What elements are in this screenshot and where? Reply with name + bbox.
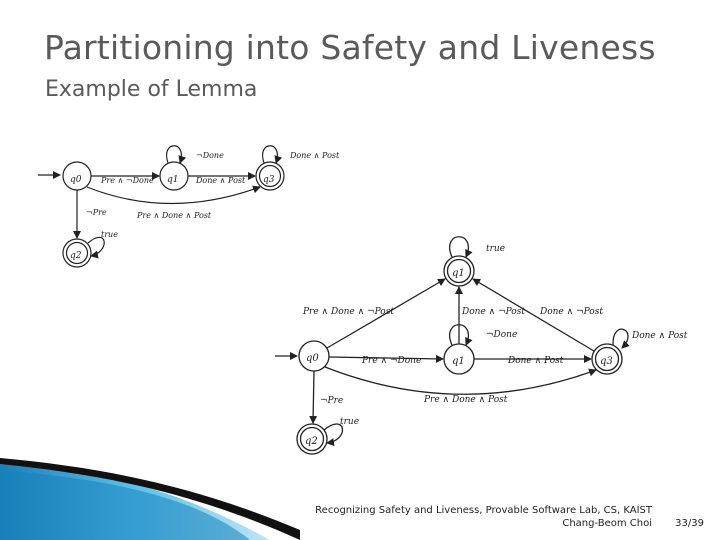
- slide-title: Partitioning into Safety and Liveness: [44, 28, 656, 67]
- large-top-label: q1: [452, 268, 465, 279]
- large-edge-q0-q3: Pre ∧ Done ∧ Post: [424, 395, 508, 405]
- small-edge-q1-q3: Done ∧ Post: [196, 176, 246, 185]
- small-q3-label: q3: [263, 175, 275, 185]
- small-edge-q2-loop: true: [101, 230, 118, 239]
- large-edge-q0-mid: Pre ∧ ¬Done: [362, 356, 422, 366]
- large-edge-q0-q2: ¬Pre: [320, 396, 344, 406]
- large-edge-q3-loop: Done ∧ Post: [632, 331, 688, 341]
- small-q1-label: q1: [167, 175, 179, 185]
- small-automaton: [38, 146, 284, 267]
- decorative-swoosh: [0, 458, 300, 540]
- small-edge-q0-q3: Pre ∧ Done ∧ Post: [137, 211, 212, 220]
- small-q2-label: q2: [70, 251, 82, 261]
- large-q0-label: q0: [306, 353, 319, 364]
- large-mid-label: q1: [452, 356, 465, 367]
- small-edge-q3-loop: Done ∧ Post: [290, 151, 340, 160]
- large-q2-label: q2: [305, 436, 318, 447]
- large-edge-q0-top: Pre ∧ Done ∧ ¬Post: [303, 307, 394, 317]
- page-number: 33/39: [675, 518, 704, 529]
- slide-subtitle: Example of Lemma: [45, 77, 258, 102]
- small-edge-q0-q2: ¬Pre: [86, 208, 107, 217]
- small-edge-q0-q1: Pre ∧ ¬Done: [101, 176, 154, 185]
- large-edge-top-loop: true: [486, 244, 506, 254]
- large-automaton-labels: [302, 244, 688, 447]
- small-q0-label: q0: [70, 175, 82, 185]
- large-edge-q2-loop: true: [340, 417, 360, 427]
- footer-credit: Recognizing Safety and Liveness, Provable Software Lab, CS, KAIST: [315, 505, 652, 516]
- footer-author: Chang-Beom Choi: [562, 518, 652, 529]
- large-q3-label: q3: [600, 356, 613, 367]
- small-edge-q1-loop: ¬Done: [196, 151, 224, 160]
- large-edge-mid-loop: ¬Done: [486, 330, 518, 340]
- small-automaton-labels: [70, 151, 340, 261]
- large-edge-mid-q3: Done ∧ Post: [508, 356, 564, 366]
- large-edge-mid-top: Done ∧ ¬Post: [462, 307, 525, 317]
- large-edge-q3-top: Done ∧ ¬Post: [540, 307, 603, 317]
